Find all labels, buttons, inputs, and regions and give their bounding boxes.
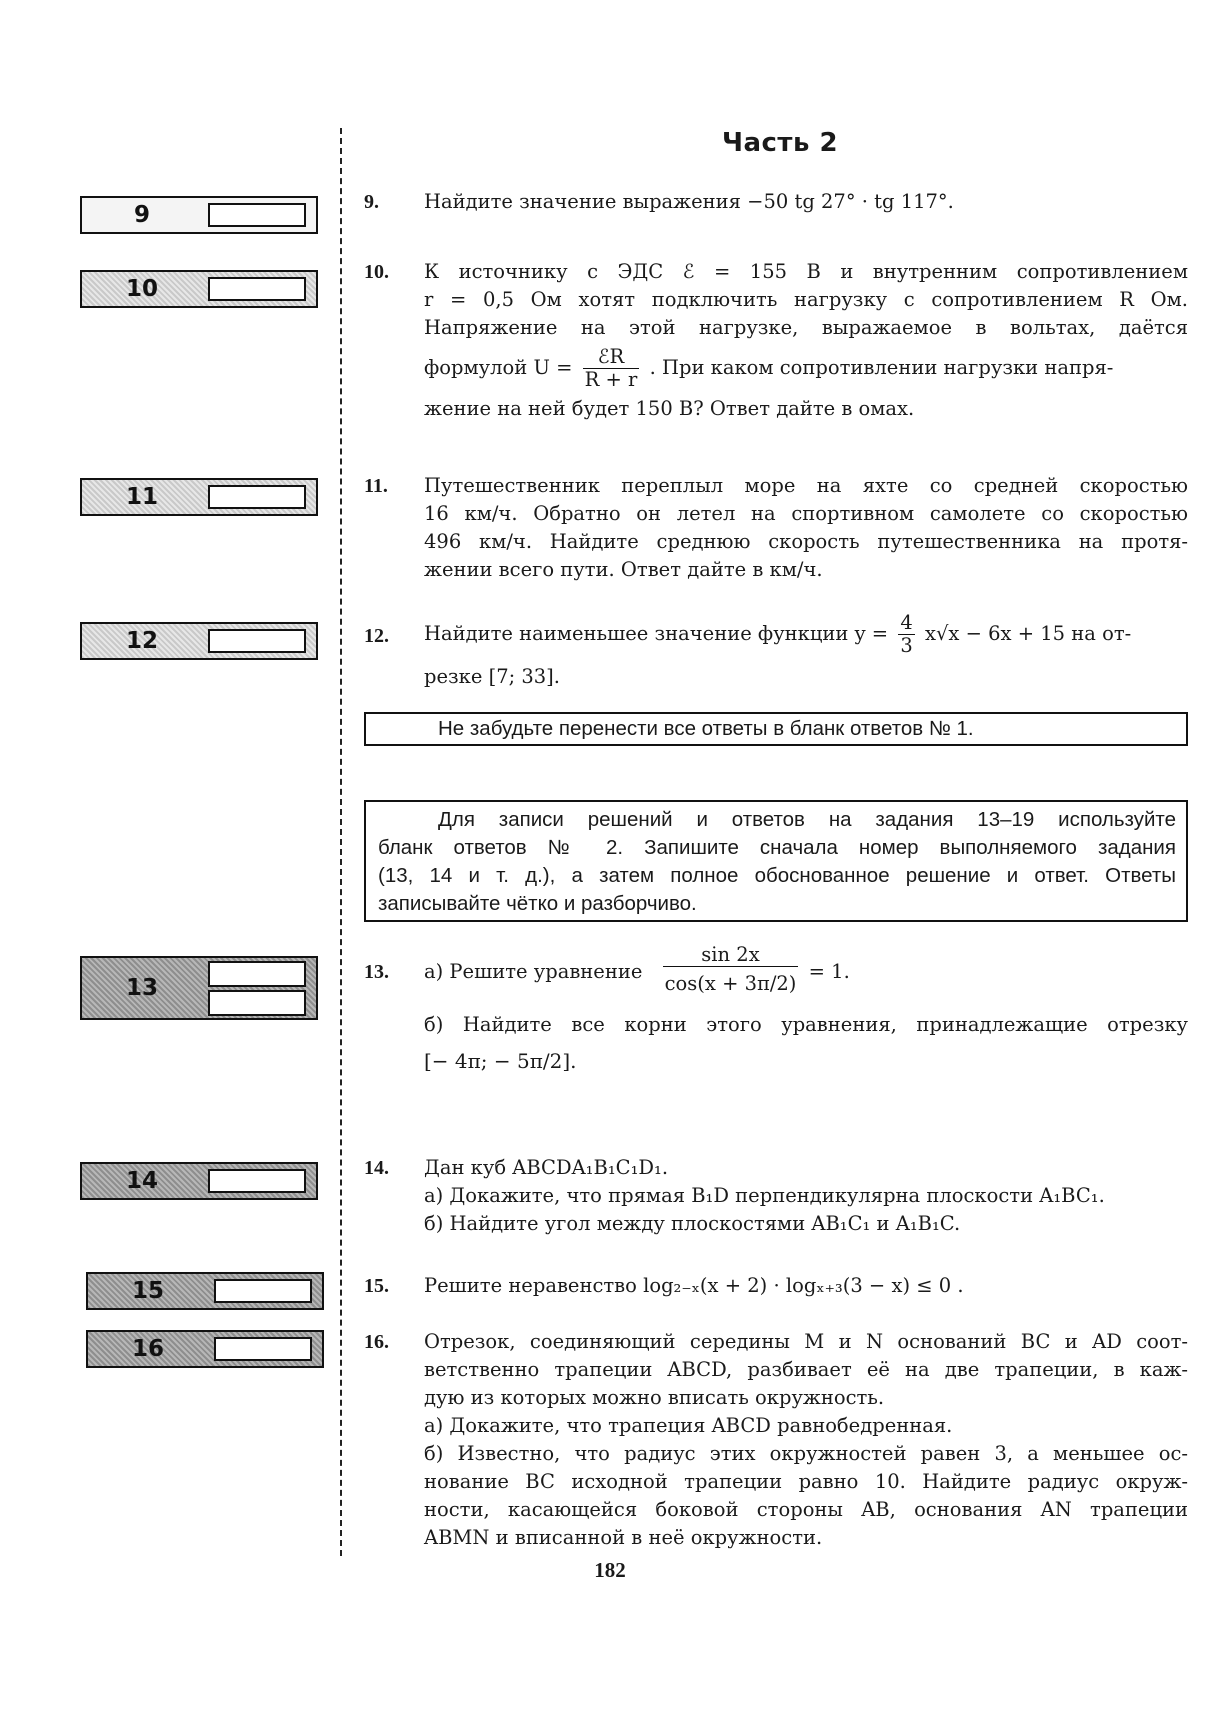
page-title: Часть 2: [721, 128, 839, 158]
task-text: = 1.: [808, 960, 850, 983]
cut-line: [340, 128, 342, 1556]
answer-box-label: 11: [125, 484, 158, 510]
answer-field[interactable]: [208, 961, 306, 987]
answer-box-label: 14: [125, 1168, 158, 1194]
task-number: 15.: [364, 1275, 389, 1297]
task-text: а) Решите уравнение: [424, 960, 643, 983]
task-9: [360, 188, 1188, 216]
fraction: [663, 944, 799, 1001]
answer-field[interactable]: [208, 203, 306, 227]
task-line: Напряжение на этой нагрузке, выражаемое в вольтах, даётся: [424, 316, 1188, 339]
task-text: Решите неравенство log₂₋ₓ(x + 2) · logₓ₊₃(3 − x) ≤ 0 .: [424, 1274, 964, 1297]
answer-field[interactable]: [208, 485, 306, 509]
answer-box-label: 13: [125, 975, 158, 1001]
task-line: жении всего пути. Ответ дайте в км/ч.: [424, 558, 823, 581]
task-line: ABMN и вписанной в неё окружности.: [424, 1526, 823, 1549]
task-line: резке [7; 33].: [424, 665, 560, 688]
task-text: Найдите значение выражения −50 tg 27° · tg 117°.: [424, 190, 954, 213]
fraction-denominator: cos(x + 3π/2): [664, 972, 797, 995]
answer-field[interactable]: [208, 629, 306, 653]
fraction-numerator: sin 2x: [663, 944, 799, 967]
task-number: 16.: [364, 1331, 389, 1353]
task-line: 496 км/ч. Найдите среднюю скорость путешественника на протя-: [424, 530, 1188, 553]
instructions-line: Для записи решений и ответов на задания 13–19 используйте: [438, 808, 1176, 831]
fraction-numerator: 4: [900, 611, 913, 634]
task-line: r = 0,5 Ом хотят подключить нагрузку с сопротивлением R Ом.: [424, 288, 1188, 311]
task-number: 14.: [364, 1157, 389, 1179]
answer-box-15: [86, 1272, 324, 1310]
task-14: [360, 1154, 1188, 1238]
task-number: 11.: [364, 475, 388, 497]
answer-box-label: 9: [133, 202, 150, 228]
answer-field[interactable]: [208, 277, 306, 301]
task-line: Дан куб ABCDA₁B₁C₁D₁.: [424, 1156, 669, 1179]
task-line: жение на ней будет 150 В? Ответ дайте в омах.: [424, 397, 915, 420]
task-line: б) Найдите все корни этого уравнения, принадлежащие отрезку: [424, 1013, 1188, 1036]
answer-box-13: [80, 956, 318, 1020]
answer-box-10: [80, 270, 318, 308]
task-line: дую из которых можно вписать окружность.: [424, 1386, 885, 1409]
instructions-box: [364, 800, 1188, 922]
instructions-line: записывайте чётко и разборчиво.: [378, 892, 697, 915]
task-line: б) Известно, что радиус этих окружностей равен 3, а меньшее ос-: [424, 1442, 1188, 1465]
task-text: Найдите наименьшее значение функции y =: [424, 622, 889, 645]
instructions-line: (13, 14 и т. д.), а затем полное обоснованное решение и ответ. Ответы: [378, 864, 1176, 887]
fraction-denominator: 3: [900, 634, 913, 657]
answer-box-label: 16: [131, 1336, 164, 1362]
task-line: а) Докажите, что прямая B₁D перпендикулярна плоскости A₁BC₁.: [424, 1184, 1105, 1207]
answer-box-label: 15: [131, 1278, 164, 1304]
task-line: б) Найдите угол между плоскостями AB₁C₁ и A₁B₁C.: [424, 1212, 961, 1235]
task-line: К источнику с ЭДС ℰ = 155 В и внутренним сопротивлением: [424, 260, 1188, 283]
task-line: 16 км/ч. Обратно он летел на спортивном самолете со скоростью: [424, 502, 1188, 525]
answer-field[interactable]: [208, 1169, 306, 1193]
formula-line: [424, 944, 1188, 1001]
fraction-denominator: R + r: [584, 368, 638, 391]
answer-box-12: [80, 622, 318, 660]
task-text: формулой U =: [424, 356, 573, 379]
answer-field[interactable]: [214, 1279, 312, 1303]
answer-field[interactable]: [214, 1337, 312, 1361]
task-line: ности, касающейся боковой стороны AB, основания AN трапеции: [424, 1498, 1188, 1521]
task-16: [360, 1328, 1188, 1552]
answer-box-label: 10: [125, 276, 158, 302]
transfer-notice: [364, 712, 1188, 746]
task-line: Отрезок, соединяющий середины M и N оснований BC и AD соот-: [424, 1330, 1188, 1353]
task-number: 12.: [364, 625, 389, 647]
task-line: Путешественник переплыл море на яхте со средней скоростью: [424, 474, 1188, 497]
task-number: 13.: [364, 961, 389, 983]
answer-box-14: [80, 1162, 318, 1200]
answer-box-label: 12: [125, 628, 158, 654]
formula-line: [424, 346, 1188, 391]
fraction: [898, 612, 914, 657]
formula-line: [424, 612, 1188, 657]
fraction-numerator: ℰR: [583, 346, 640, 369]
page-number: 182: [594, 1558, 626, 1582]
task-13: [360, 944, 1188, 1075]
task-line: нование BC исходной трапеции равно 10. Найдите радиус окруж-: [424, 1470, 1188, 1493]
task-text: . При каком сопротивлении нагрузки напря-: [649, 356, 1114, 379]
task-number: 10.: [364, 261, 389, 283]
instructions-line: бланк ответов № 2. Запишите сначала номер выполняемого задания: [378, 836, 1176, 859]
task-line: а) Докажите, что трапеция ABCD равнобедренная.: [424, 1414, 953, 1437]
fraction: [583, 346, 640, 391]
task-15: [360, 1272, 1188, 1300]
task-line: ветственно трапеции ABCD, разбивает её на две трапеции, в каж-: [424, 1358, 1188, 1381]
task-text: x√x − 6x + 15 на от-: [924, 622, 1132, 645]
task-number: 9.: [364, 191, 379, 213]
task-12: [360, 612, 1188, 691]
answer-box-16: [86, 1330, 324, 1368]
task-10: [360, 258, 1188, 423]
answer-box-11: [80, 478, 318, 516]
answer-box-9: [80, 196, 318, 234]
task-line: [− 4π; − 5π/2].: [424, 1049, 577, 1073]
notice-text: Не забудьте перенести все ответы в бланк ответов № 1.: [438, 717, 974, 740]
answer-field[interactable]: [208, 990, 306, 1016]
task-11: [360, 472, 1188, 584]
